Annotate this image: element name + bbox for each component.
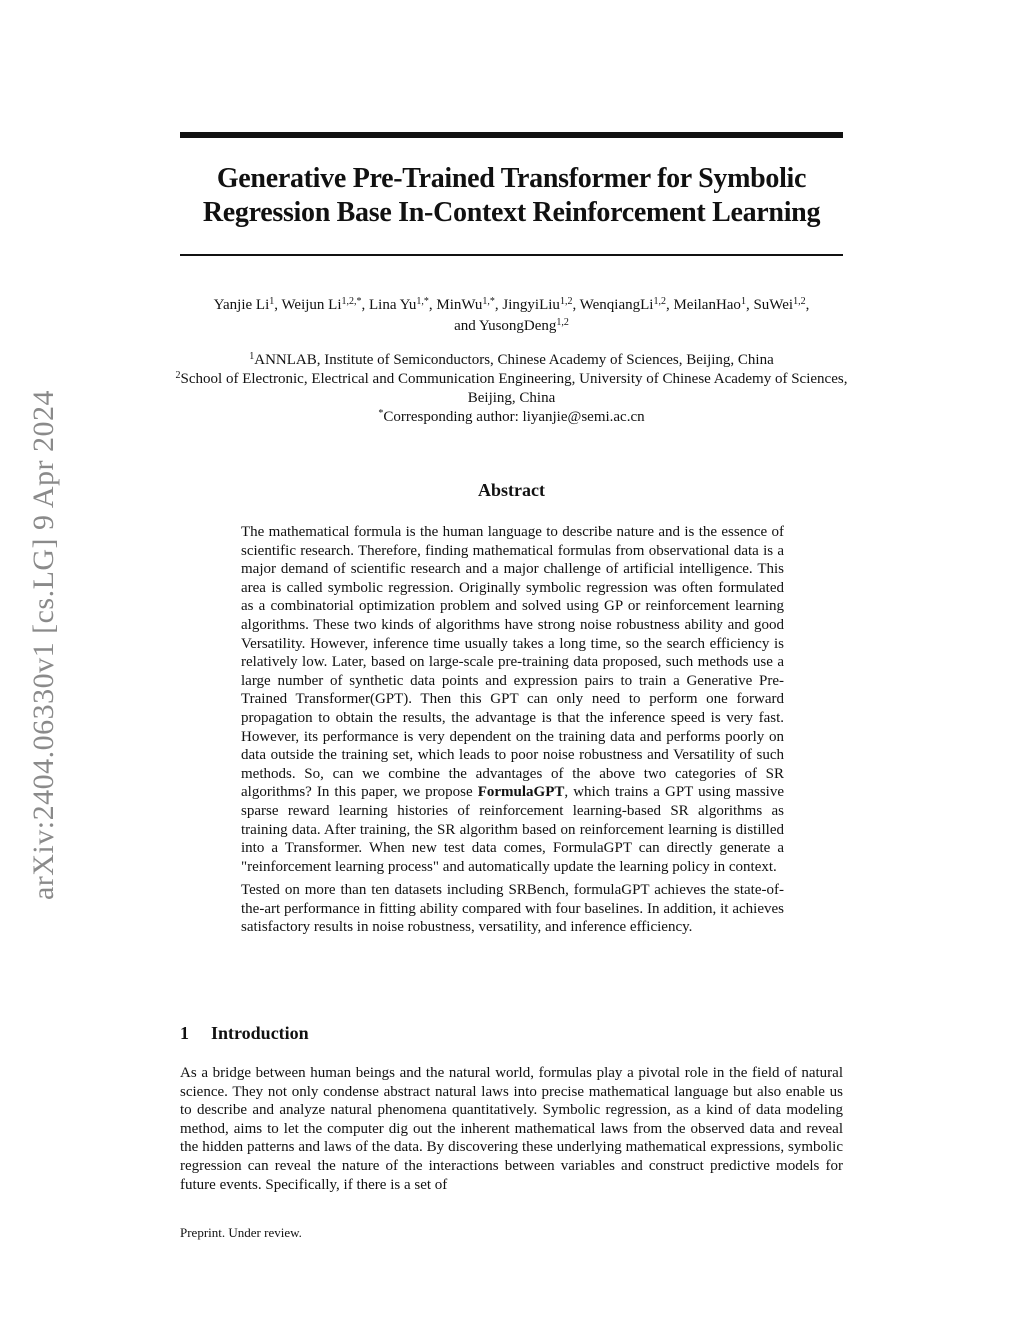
author-name: Lina Yu <box>369 297 417 313</box>
author-affiliation-mark: 1,2 <box>559 296 573 307</box>
abstract-heading: Abstract <box>478 480 545 500</box>
abstract-body <box>241 523 784 937</box>
author-affiliation-mark: 1,2,* <box>341 296 362 307</box>
introduction-paragraph: As a bridge between human beings and the natural world, formulas play a pivotal role in the field of natural science. They not only condense abstract natural laws into precise mathematical language but also enable us to describe and analyze natural phenomena quantitatively. Symbolic regression, as a kind of data modeling method, aims to let the computer dig out the inherent mathematical laws from the observed data and reveal the hidden patterns and laws of the data. By discovering these underlying mathematical expressions, symbolic regression can reveal the nature of the interactions between variables and construct predictive models for future events. Specifically, if there is a set of <box>180 1065 843 1193</box>
author-affiliation-mark: 1 <box>740 296 746 307</box>
author-separator: , <box>428 297 437 313</box>
author-name: Weijun Li <box>281 297 342 313</box>
author-name: and YusongDeng <box>454 318 557 334</box>
arxiv-watermark: arXiv:2404.06330v1 [cs.LG] 9 Apr 2024 <box>27 389 60 901</box>
author-name: WenqiangLi <box>579 297 654 313</box>
abstract-paragraph <box>241 523 784 876</box>
author-separator: , <box>494 297 503 313</box>
section-heading-introduction <box>180 1021 843 1045</box>
section-title: Introduction <box>211 1023 309 1043</box>
affiliation-list <box>170 351 853 427</box>
author-affiliation-mark: 1 <box>269 296 275 307</box>
paper-title: Generative Pre-Trained Transformer for Symbolic Regression Base In-Context Reinforcement Learning <box>202 163 821 228</box>
author-separator: , <box>745 297 754 313</box>
affiliation-text: School of Electronic, Electrical and Communication Engineering, University of Chinese Academy of Sciences, Beijing, China <box>180 371 848 406</box>
author-affiliation-mark: 1,2 <box>653 296 666 307</box>
author-separator: , <box>665 297 674 313</box>
affiliation-mark: 2 <box>175 370 181 381</box>
abstract-text: The mathematical formula is the human language to describe nature and is the essence of scientific research. Therefore, finding mathematical formulas from observational data is a major demand of scientific research and a major challenge of artificial intelligence. This area is called symbolic regression. Originally symbolic regression was often formulated as a combinatorial optimization problem and solved using GP or reinforcement learning algorithms. These two kinds of algorithms have strong noise robustness ability and good Versatility. However, inference time usually takes a long time, so the search efficiency is relatively low. Later, based on large-scale pre-training data proposed, such methods use a large number of synthetic data points and expression pairs to train a Generative Pre-Trained Transformer(GPT). Then this GPT can only need to perform one forward propagation to obtain the results, the advantage is that the inference speed is very fast. However, its performance is very dependent on the training data and performs poorly on data outside the training set, which leads to poor noise robustness and Versatility of such methods. So, can we combine the advantages of the above two categories of SR algorithms? In this paper, we propose <box>241 524 784 801</box>
author-affiliation-mark: 1,2 <box>793 296 806 307</box>
author-affiliation-mark: 1,2 <box>556 317 569 328</box>
author-name: JingyiLiu <box>502 297 560 313</box>
abstract-text: , which trains a GPT using massive sparse reward learning histories of reinforcement learning-based SR algorithms as training data. After training, the SR algorithm based on reinforcement learning is distilled into a Transformer. When new test data comes, FormulaGPT can directly generate a "reinforcement learning process" and automatically update the learning policy in context. <box>241 784 784 875</box>
author-separator: , <box>805 297 810 313</box>
affiliation-mark: 1 <box>249 351 255 362</box>
author-affiliation-mark: 1,* <box>482 296 495 307</box>
section-number: 1 <box>180 1023 189 1043</box>
affiliation-line <box>170 370 853 408</box>
author-name: MeilanHao <box>673 297 741 313</box>
author-separator: , <box>274 297 282 313</box>
title-top-rule <box>180 132 843 138</box>
author-separator: , <box>361 297 369 313</box>
affiliation-line <box>170 351 853 370</box>
author-separator: , <box>572 297 580 313</box>
title-bottom-rule <box>180 254 843 256</box>
author-affiliation-mark: 1,* <box>416 296 429 307</box>
author-name: SuWei <box>753 297 794 313</box>
author-name: MinWu <box>436 297 483 313</box>
author-name: Yanjie Li <box>213 297 270 313</box>
affiliation-text: ANNLAB, Institute of Semiconductors, Chinese Academy of Sciences, Beijing, China <box>254 352 774 368</box>
corresponding-author-mark: * <box>378 408 384 419</box>
corresponding-author-text: Corresponding author: liyanjie@semi.ac.cn <box>383 409 645 425</box>
corresponding-author-line <box>170 408 853 427</box>
abstract-paragraph: Tested on more than ten datasets including SRBench, formulaGPT achieves the state-of-the-art performance in fitting ability compared with four baselines. In addition, it achieves satisfactory results in noise robustness, versatility, and inference efficiency. <box>241 882 784 936</box>
author-list <box>170 295 853 337</box>
preprint-footer: Preprint. Under review. <box>180 1225 302 1240</box>
method-name: FormulaGPT <box>477 784 565 801</box>
